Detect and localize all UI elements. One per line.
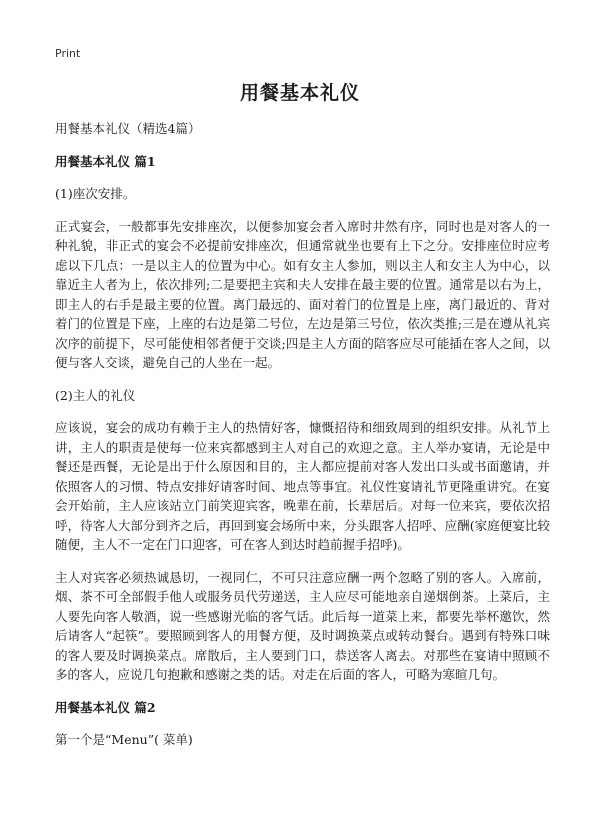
subheading-menu: 第一个是“Menu”( 菜单) [55, 732, 193, 747]
print-label: Print [55, 47, 81, 60]
paragraph-host-duties: 应该说，宴会的成功有赖于主人的热情好客，慷慨招待和细致周到的组织安排。从礼节上讲，主人的职责是使每一位来宾都感到主人对自己的欢迎之意。主人举办宴请，无论是中餐还是西餐，无论是出于什么原因和目的，主人都应提前对客人发出口头或书面邀请，并依照客人的习惯、特点安排好请客时间、地点等事宜。礼仪性宴请礼节更隆重讲究。在宴会开始前，主人应该站立门前笑迎宾客，晚辈在前，长辈居后。对每一位来宾，要依次招呼，待客人大部分到齐之后，再回到宴会场所中来，分头跟客人招呼、应酬(家庭便宴比较随便，主人不一定在门口迎客，可在客人到达时趋前握手招呼)。 [55, 420, 550, 552]
subheading-seating: (1)座次安排。 [55, 186, 136, 201]
page-title: 用餐基本礼仪 [239, 82, 360, 104]
paragraph-host-conduct: 主人对宾客必须热诚恳切，一视同仁，不可只注意应酬一两个忽略了别的客人。入席前，烟、茶不可全部假手他人或服务员代劳递送，主人应尽可能地亲自递烟倒茶。上菜后，主人要先向客人敬酒，说一些感谢光临的客气话。此后每一道菜上来，都要先举杯邀饮，然后请客人“起筷”。要照顾到客人的用餐方便，及时调换菜点或转动餐台。遇到有特殊口味的客人要及时调换菜点。席散后，主人要到门口，恭送客人离去。对那些在宴请中照顾不多的客人，应说几句抱歉和感谢之类的话。对走在后面的客人，可略为寒暄几句。 [55, 569, 550, 682]
paragraph-seating: 正式宴会，一般都事先安排座次，以便参加宴会者入席时井然有序，同时也是对客人的一种礼貌，非正式的宴会不必提前安排座次，但通常就坐也要有上下之分。安排座位时应考虑以下几点：一是以主人的位置为中心。如有女主人参加，则以主人和女主人为中心，以靠近主人者为上，依次排列;二是要把主宾和夫人安排在最主要的位置。通常是以右为上，即主人的右手是最主要的位置。离门最远的、面对着门的位置是上座，离门最近的、背对着门的位置是下座，上座的右边是第二号位，左边是第三号位，依次类推;三是在遵从礼宾次序的前提下，尽可能使相邻者便于交谈;四是主人方面的陪客应尽可能插在客人之间，以便与客人交谈，避免自己的人坐在一起。 [55, 218, 550, 370]
section-heading-2: 用餐基本礼仪 篇2 [55, 699, 156, 715]
subheading-host: (2)主人的礼仪 [55, 387, 136, 403]
section-heading-1: 用餐基本礼仪 篇1 [55, 153, 156, 169]
intro-line: 用餐基本礼仪（精选4篇） [55, 121, 201, 136]
document-body [55, 119, 550, 763]
